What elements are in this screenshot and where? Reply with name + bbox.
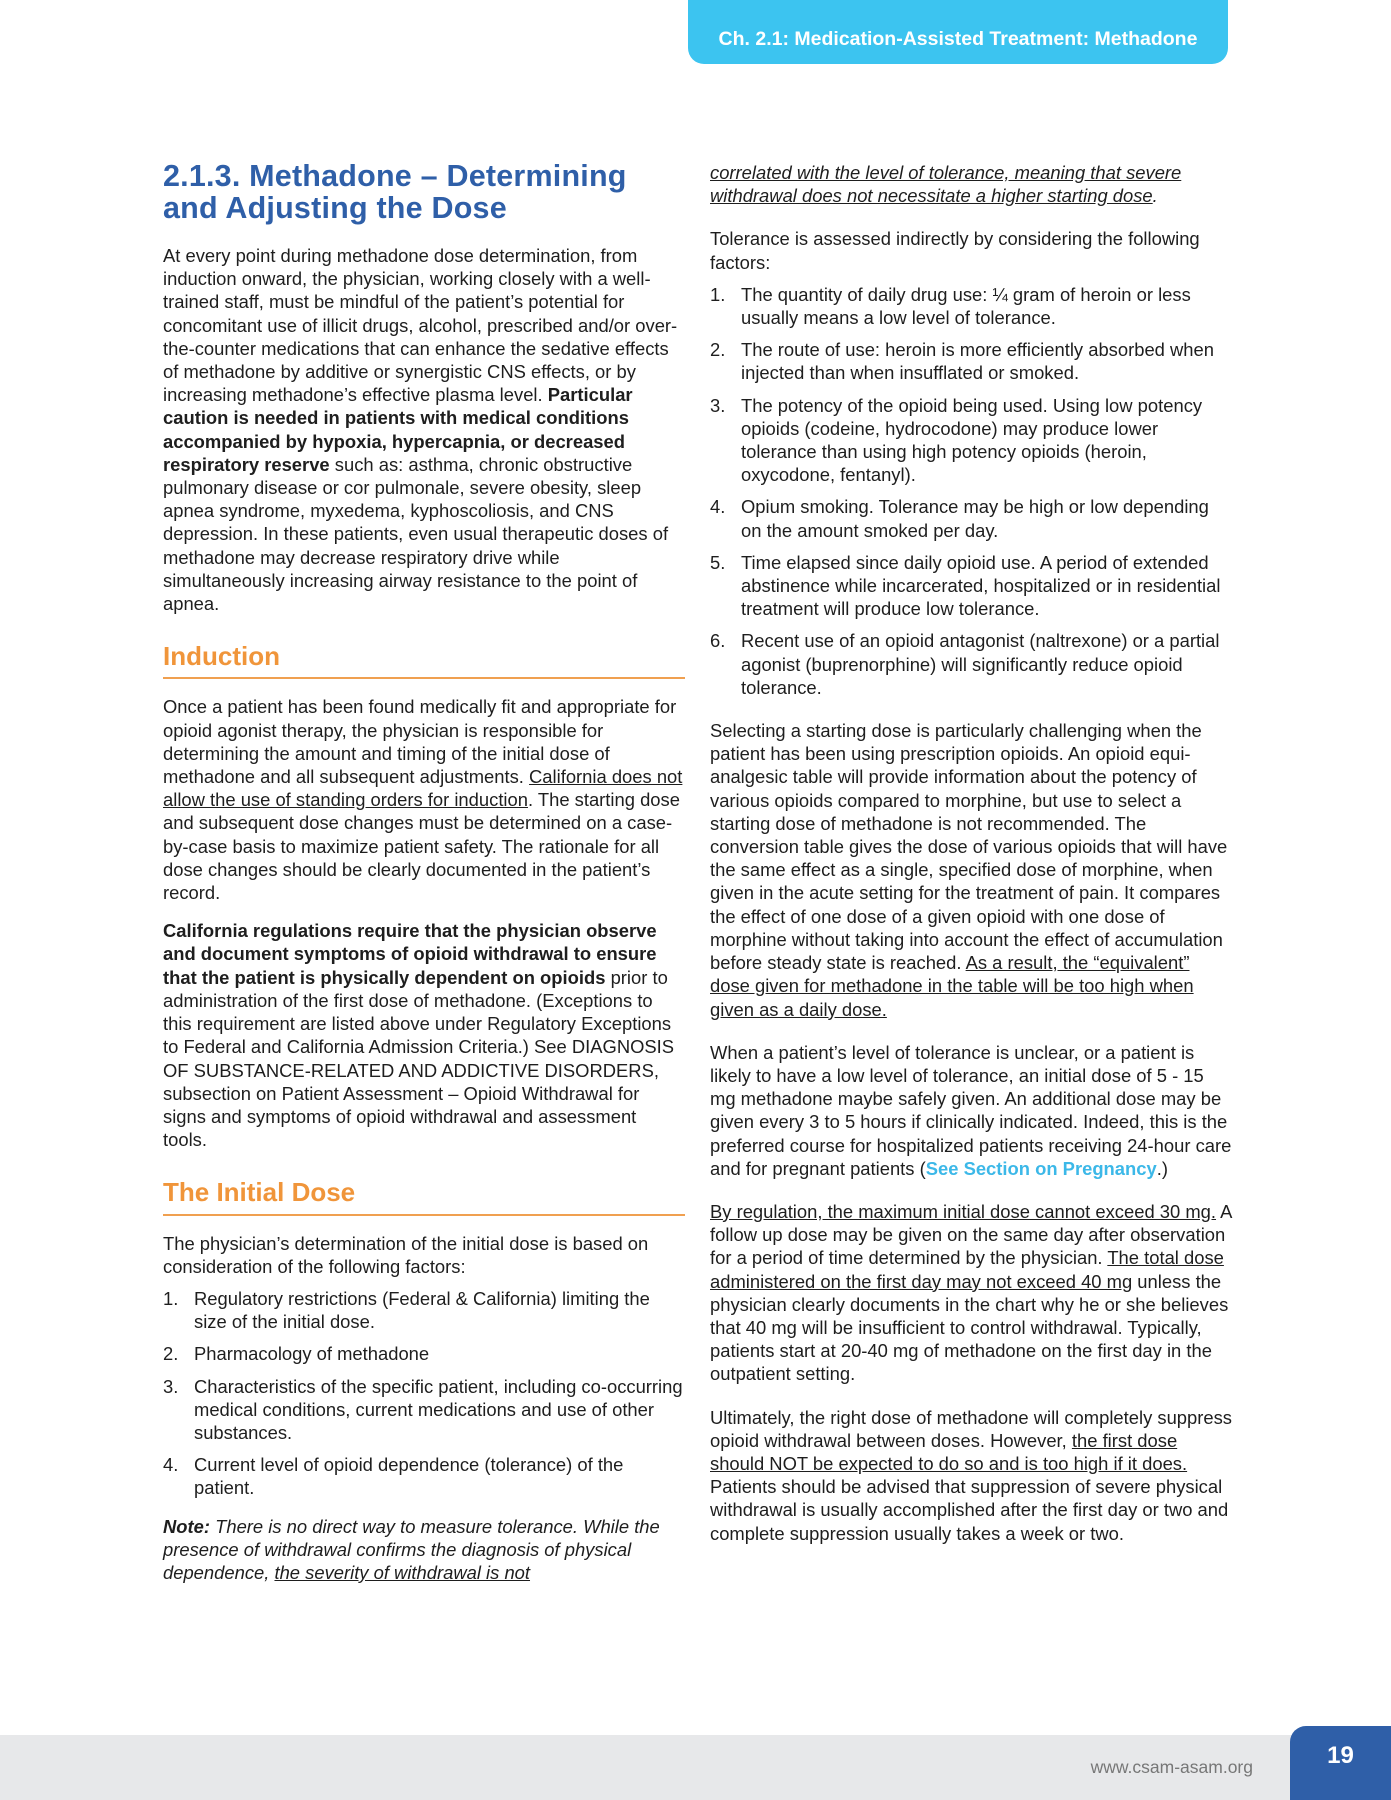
- list-number: 3.: [163, 1375, 179, 1397]
- list-item: [163, 1287, 685, 1333]
- list-text: Opium smoking. Tolerance may be high or low depending on the amount smoked per day.: [741, 496, 1209, 541]
- text-segment: The total dose administered on the first day may not exceed 40 mg: [710, 1247, 1224, 1292]
- induction-heading: Induction: [163, 645, 685, 679]
- text-segment: By regulation, the maximum initial dose cannot exceed 30 mg.: [710, 1200, 1217, 1222]
- regulation-paragraph: [710, 1200, 1232, 1386]
- list-item: [163, 1453, 685, 1499]
- unclear-tolerance-paragraph: [710, 1041, 1232, 1180]
- text-segment: A follow up dose may be given on the same day after observation for a period of time determined by the physician.: [710, 1200, 1232, 1269]
- text-segment: At every point during methadone dose determination, from induction onward, the physician, working closely with a well-trained staff, must be mindful of the patient’s potential for concomitant use of illicit drugs, alcohol, prescribed and/or over-the-counter medications that can enhance the sedative effects of methadone by additive or synergistic CNS effects, or by increasing methadone’s effective plasma level.: [163, 245, 678, 406]
- list-number: 5.: [710, 551, 726, 573]
- list-number: 2.: [163, 1343, 179, 1365]
- list-item: [710, 394, 1232, 487]
- text-segment: California regulations require that the physician observe and document symptoms of opioid withdrawal to ensure that the patient is physically dependent on opioids: [163, 920, 657, 988]
- initial-dose-paragraph: The physician’s determination of the initial dose is based on consideration of the following factors:: [163, 1232, 649, 1277]
- text-segment: .): [1156, 1157, 1168, 1179]
- text-segment: Selecting a starting dose is particularly challenging when the patient has been using prescription opioids. An opioid equi-analgesic table will provide information about the potency of various opioids compared to morphine, but use to select a starting dose of methadone is not recommended. The conversion table gives the dose of various opioids that will have the same effect as a single, specified dose of morphine, when given in the acute setting for the treatment of pain. It compares the effect of one dose of a given opioid with one dose of morphine without taking into account the effect of accumulation before steady state is reached.: [710, 720, 1228, 974]
- text-segment: such as: asthma, chronic obstructive pulmonary disease or cor pulmonale, severe obesity, sleep apnea syndrome, myxedema, kyphoscoliosis, and CNS depression. In these patients, even usual therapeutic doses of methadone may decrease respiratory drive while simultaneously increasing airway resistance to the point of apnea.: [163, 453, 669, 615]
- list-text: The quantity of daily drug use: ¼ gram of heroin or less usually means a low level of tolerance.: [741, 283, 1191, 329]
- list-item: [710, 551, 1232, 621]
- chapter-header-tab: [688, 0, 1228, 64]
- text-segment: As a result, the “equivalent” dose given for methadone in the table will be too high when given as a daily dose.: [710, 952, 1194, 1020]
- section-title: 2.1.3. Methadone – Determining and Adjusting the Dose: [163, 159, 627, 225]
- text-segment: .: [1152, 185, 1158, 207]
- text-segment: There is no direct way to measure tolerance. While the presence of withdrawal confirms the diagnosis of physical dependence,: [163, 1515, 660, 1583]
- intro-paragraph: [163, 244, 685, 615]
- list-item: [710, 338, 1232, 384]
- selecting-dose-paragraph: [710, 719, 1232, 1021]
- list-number: 4.: [710, 496, 726, 518]
- list-text: The route of use: heroin is more efficiently absorbed when injected than when insufflated or smoked.: [741, 339, 1214, 384]
- text-segment: Ultimately, the right dose of methadone will completely suppress opioid withdrawal between doses. However,: [710, 1406, 1232, 1451]
- text-segment: the severity of withdrawal is not: [274, 1561, 531, 1583]
- text-segment: . The starting dose and subsequent dose changes must be determined on a case-by-case basis to maximize patient safety. The rationale for all dose changes should be clearly documented in the patient’s record.: [163, 789, 680, 904]
- text-segment: unless the physician clearly documents in the chart why he or she believes that 40 mg will be insufficient to control withdrawal. Typically, patients start at 20-40 mg of methadone on the first day in the outpatient setting.: [710, 1270, 1229, 1385]
- text-segment: When a patient’s level of tolerance is unclear, or a patient is likely to have a low level of tolerance, an initial dose of 5 - 15 mg methadone maybe safely given. An additional dose may be given every 3 to 5 hours if clinically indicated. Indeed, this is the preferred course for hospitalized patients receiving 24-hour care and for pregnant patients (: [710, 1041, 1232, 1179]
- list-item: [710, 495, 1232, 541]
- text-segment: California does not allow the use of standing orders for induction: [163, 766, 683, 811]
- induction-paragraph-1: [163, 695, 685, 904]
- text-segment: Particular caution is needed in patients with medical conditions accompanied by hypoxia, hypercapnia, or decreased respiratory reserve: [163, 384, 633, 475]
- text-segment: Patients should be advised that suppression of severe physical withdrawal is usually accomplished after the first day or two and complete suppression usually takes a week or two.: [710, 1476, 1229, 1544]
- tolerance-paragraph: Tolerance is assessed indirectly by considering the following factors:: [710, 228, 1200, 273]
- text-segment: correlated with the level of tolerance, meaning that severe withdrawal does not necessitate a higher starting dose: [710, 162, 1182, 207]
- text-segment: Note:: [163, 1515, 210, 1537]
- initial-dose-heading: The Initial Dose: [163, 1181, 685, 1215]
- list-item: [163, 1342, 685, 1365]
- note-paragraph: [163, 1515, 685, 1585]
- right-column: [710, 161, 1232, 1560]
- section-link[interactable]: See Section on Pregnancy: [925, 1157, 1157, 1179]
- list-item: [163, 1375, 685, 1445]
- chapter-title: Ch. 2.1: Medication-Assisted Treatment: Methadone: [718, 27, 1198, 50]
- ultimately-paragraph: [710, 1406, 1232, 1545]
- list-text: Current level of opioid dependence (tolerance) of the patient.: [194, 1454, 624, 1499]
- list-text: Recent use of an opioid antagonist (naltrexone) or a partial agonist (buprenorphine) will significantly reduce opioid tolerance.: [741, 630, 1220, 698]
- list-text: Time elapsed since daily opioid use. A period of extended abstinence while incarcerated, hospitalized or in residential treatment will produce low tolerance.: [741, 551, 1221, 620]
- text-segment: the first dose should NOT be expected to do so and is too high if it does.: [710, 1429, 1188, 1474]
- list-item: [710, 629, 1232, 699]
- page-number: 19: [1290, 1726, 1391, 1800]
- list-text: Characteristics of the specific patient, including co-occurring medical conditions, current medications and use of other substances.: [194, 1375, 683, 1443]
- induction-paragraph-2: [163, 919, 685, 1151]
- text-segment: Once a patient has been found medically fit and appropriate for opioid agonist therapy, the physician is responsible for determining the amount and timing of the initial dose of methadone and all subsequent adjustments.: [163, 696, 677, 788]
- note-continuation: [710, 161, 1232, 207]
- list-number: 6.: [710, 630, 726, 652]
- text-segment: prior to administration of the first dose of methadone. (Exceptions to this requirement are listed above under Regulatory Exceptions to Federal and California Admission Criteria.) See DIAGNOSIS OF SUBSTANCE-RELATED AND ADDICTIVE DISORDERS, subsection on Patient Assessment – Opioid Withdrawal for signs and symptoms of opioid withdrawal and assessment tools.: [163, 966, 675, 1151]
- left-column: [163, 158, 685, 1599]
- list-text: The potency of the opioid being used. Using low potency opioids (codeine, hydrocodone) may produce lower tolerance than using high potency opioids (heroin, oxycodone, fentanyl).: [741, 394, 1203, 486]
- list-number: 1.: [163, 1287, 179, 1309]
- footer-url[interactable]: www.csam-asam.org: [1090, 1757, 1253, 1777]
- tolerance-factors-list: [710, 283, 1232, 699]
- initial-dose-factors-list: [163, 1287, 685, 1500]
- list-text: Regulatory restrictions (Federal & California) limiting the size of the initial dose.: [194, 1287, 650, 1333]
- list-item: [710, 283, 1232, 329]
- list-number: 2.: [710, 339, 726, 361]
- list-text: Pharmacology of methadone: [194, 1343, 430, 1365]
- list-number: 4.: [163, 1454, 179, 1476]
- list-number: 3.: [710, 394, 726, 416]
- list-number: 1.: [710, 283, 726, 305]
